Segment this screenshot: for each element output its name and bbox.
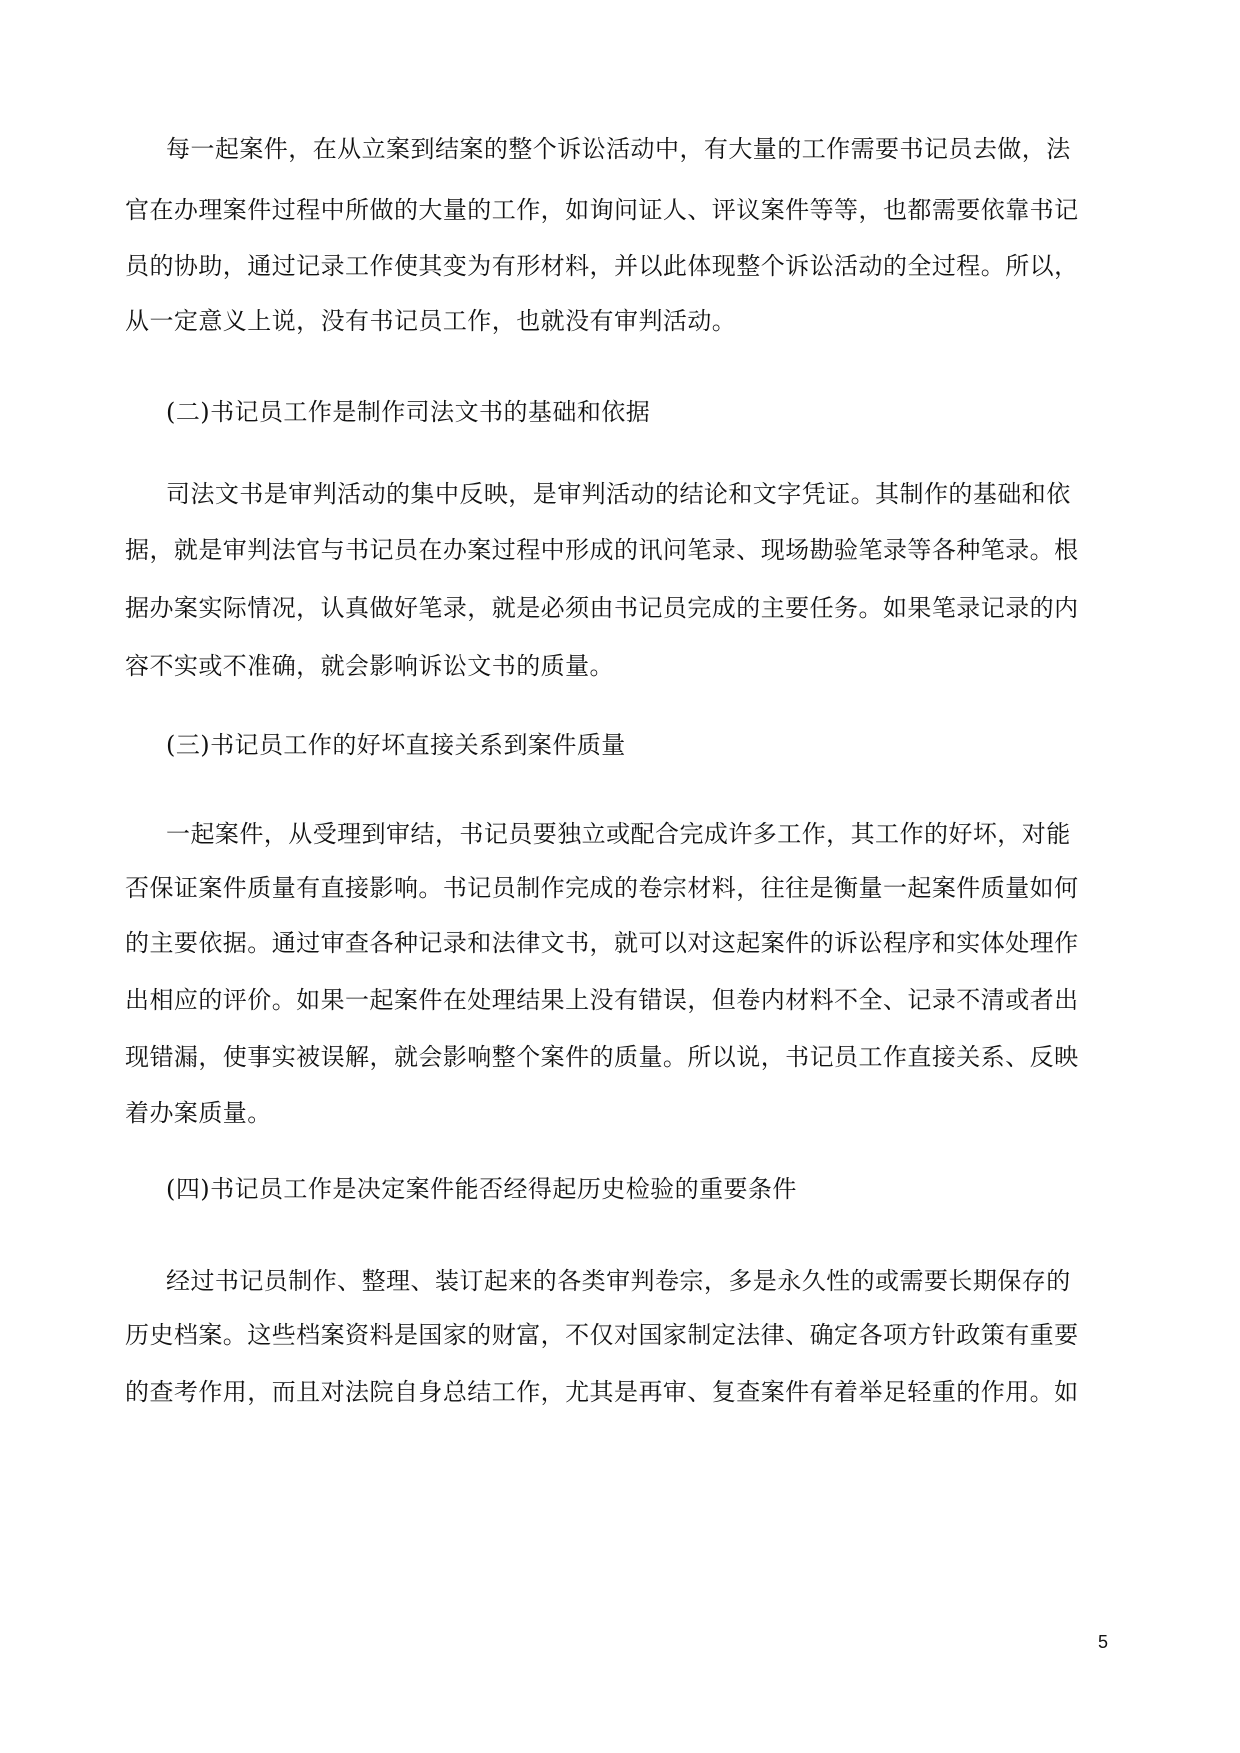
paragraph-line: 经过书记员制作、整理、装订起来的各类审判卷宗，多是永久性的或需要长期保存的 bbox=[166, 1267, 1071, 1295]
section-heading: (三)书记员工作的好坏直接关系到案件质量 bbox=[166, 731, 626, 759]
body-text-line bbox=[0, 1093, 1240, 1159]
paragraph-line: 司法文书是审判活动的集中反映，是审判活动的结论和文字凭证。其制作的基础和依 bbox=[166, 480, 1071, 508]
body-text-line bbox=[0, 1372, 1240, 1438]
section-heading-line bbox=[0, 1169, 1240, 1235]
paragraph-line: 现错漏，使事实被误解，就会影响整个案件的质量。所以说，书记员工作直接关系、反映 bbox=[125, 1043, 1079, 1071]
paragraph-line: 的查考作用，而且对法院自身总结工作，尤其是再审、复查案件有着举足轻重的作用。如 bbox=[125, 1378, 1079, 1406]
paragraph-line: 从一定意义上说，没有书记员工作，也就没有审判活动。 bbox=[125, 307, 737, 335]
paragraph-line: 的主要依据。通过审查各种记录和法律文书，就可以对这起案件的诉讼程序和实体处理作 bbox=[125, 929, 1079, 957]
paragraph-line: 据办案实际情况，认真做好笔录，就是必须由书记员完成的主要任务。如果笔录记录的内 bbox=[125, 594, 1079, 622]
paragraph-line: 据，就是审判法官与书记员在办案过程中形成的讯问笔录、现场勘验笔录等各种笔录。根 bbox=[125, 536, 1079, 564]
page-number: 5 bbox=[1097, 1632, 1108, 1652]
paragraph-line: 员的协助，通过记录工作使其变为有形材料，并以此体现整个诉讼活动的全过程。所以， bbox=[125, 252, 1079, 280]
paragraph-line: 每一起案件，在从立案到结案的整个诉讼活动中，有大量的工作需要书记员去做，法 bbox=[166, 135, 1071, 163]
body-text-line bbox=[0, 588, 1240, 654]
paragraph-line: 官在办理案件过程中所做的大量的工作，如询问证人、评议案件等等，也都需要依靠书记 bbox=[125, 196, 1079, 224]
body-text-line bbox=[0, 530, 1240, 596]
paragraph-line: 历史档案。这些档案资料是国家的财富，不仅对国家制定法律、确定各项方针政策有重要 bbox=[125, 1321, 1079, 1349]
paragraph-line: 着办案质量。 bbox=[125, 1099, 272, 1127]
paragraph-line: 容不实或不准确，就会影响诉讼文书的质量。 bbox=[125, 652, 614, 680]
paragraph-line: 一起案件，从受理到审结，书记员要独立或配合完成许多工作，其工作的好坏，对能 bbox=[166, 820, 1071, 848]
paragraph-line: 否保证案件质量有直接影响。书记员制作完成的卷宗材料，往往是衡量一起案件质量如何 bbox=[125, 874, 1079, 902]
section-heading: (二)书记员工作是制作司法文书的基础和依据 bbox=[166, 398, 651, 426]
body-text-line bbox=[0, 129, 1240, 195]
section-heading-line bbox=[0, 725, 1240, 791]
body-text-line bbox=[0, 646, 1240, 712]
body-text-line bbox=[0, 301, 1240, 367]
paragraph-line: 出相应的评价。如果一起案件在处理结果上没有错误，但卷内材料不全、记录不清或者出 bbox=[125, 986, 1079, 1014]
section-heading-line bbox=[0, 392, 1240, 458]
section-heading: (四)书记员工作是决定案件能否经得起历史检验的重要条件 bbox=[166, 1175, 797, 1203]
